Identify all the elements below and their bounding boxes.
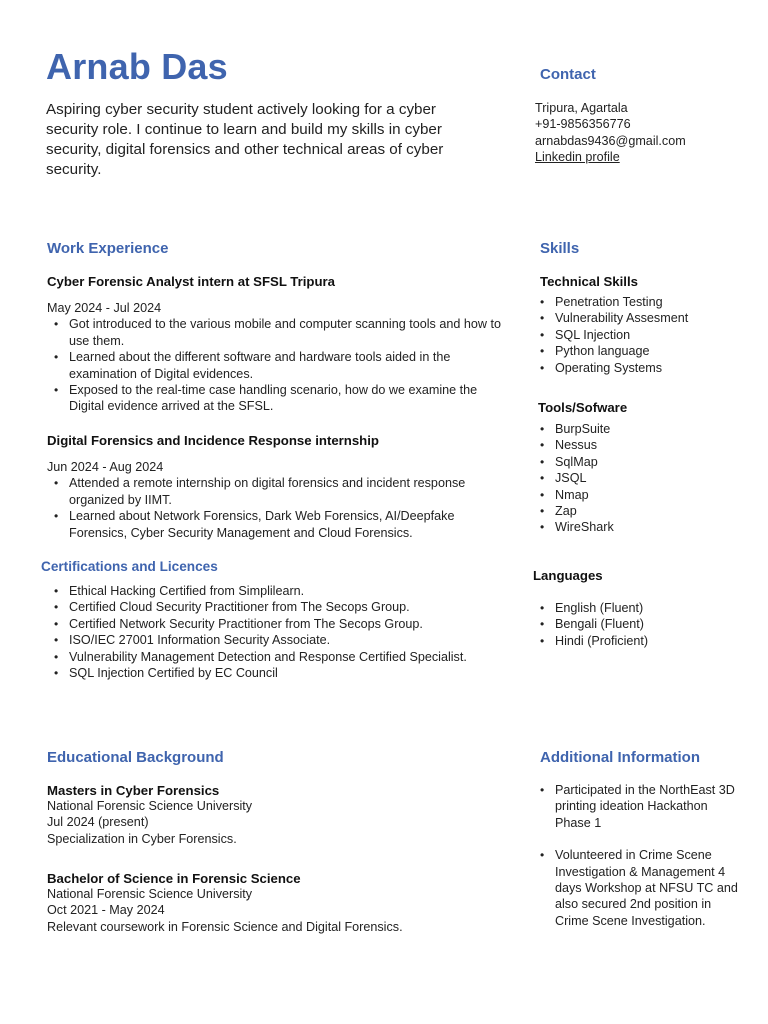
additional-info-list — [533, 782, 743, 929]
candidate-name: Arnab Das — [46, 46, 228, 87]
list-item: • Nmap — [533, 487, 753, 503]
list-item: • Learned about the different software and hardware tools aided in the examination of Digital evidences. — [47, 349, 502, 382]
contact-block — [535, 100, 686, 166]
list-item: • Attended a remote internship on digital forensics and incident response organized by IIMT. — [47, 475, 502, 508]
technical-skills-heading: Technical Skills — [540, 274, 638, 289]
list-item: • SQL Injection Certified by EC Council — [47, 665, 517, 681]
list-item: • Bengali (Fluent) — [533, 616, 753, 632]
list-item: • Hindi (Proficient) — [533, 633, 753, 649]
technical-skills-list — [533, 294, 753, 376]
certifications-list — [47, 583, 517, 681]
linkedin-link[interactable]: Linkedin profile — [535, 150, 620, 165]
contact-email: arnabdas9436@gmail.com — [535, 133, 686, 148]
list-item: • Certified Cloud Security Practitioner from The Secops Group. — [47, 599, 517, 615]
list-item: • Certified Network Security Practitioner from The Secops Group. — [47, 616, 517, 632]
languages-heading: Languages — [533, 568, 603, 583]
job-entry — [47, 274, 502, 415]
certifications-heading: Certifications and Licences — [41, 559, 218, 574]
school-name: National Forensic Science University — [47, 887, 253, 901]
tools-heading: Tools/Sofware — [538, 400, 628, 415]
list-item: • JSQL — [533, 470, 753, 486]
list-item: • Vulnerability Assesment — [533, 310, 753, 326]
list-item: • Penetration Testing — [533, 294, 753, 310]
list-item: • SQL Injection — [533, 327, 753, 343]
list-item: • Got introduced to the various mobile and computer scanning tools and how to use them. — [47, 316, 502, 349]
tools-list — [533, 421, 753, 536]
languages-list — [533, 600, 753, 649]
job-entry — [47, 433, 502, 541]
education-dates: Oct 2021 - May 2024 — [47, 903, 165, 918]
list-item: • Zap — [533, 503, 753, 519]
job-bullets — [47, 475, 502, 541]
contact-phone: +91-9856356776 — [535, 117, 631, 132]
list-item: • Ethical Hacking Certified from Simplilearn. — [47, 583, 517, 599]
list-item: • Python language — [533, 343, 753, 359]
list-item: • ISO/IEC 27001 Information Security Associate. — [47, 632, 517, 648]
education-dates: Jul 2024 (present) — [47, 815, 149, 830]
list-item: • SqlMap — [533, 454, 753, 470]
additional-info-heading: Additional Information — [540, 749, 700, 766]
profile-summary: Aspiring cyber security student actively looking for a cyber security role. I continue to learn and build my skills in cyber security, digital forensics and other technical areas of cyber security. — [46, 101, 444, 178]
contact-heading: Contact — [540, 66, 596, 83]
list-item: • Exposed to the real-time case handling scenario, how do we examine the Digital evidence arrived at the SFSL. — [47, 382, 502, 415]
job-title: Cyber Forensic Analyst intern at SFSL Tripura — [47, 274, 335, 289]
school-name: National Forensic Science University — [47, 799, 253, 813]
list-item: • Volunteered in Crime Scene Investigation & Management 4 days Workshop at NFSU TC and also secured 2nd position in Crime Scene Investigation. — [533, 847, 743, 929]
job-title: Digital Forensics and Incidence Response internship — [47, 433, 379, 448]
degree-title: Bachelor of Science in Forensic Science — [47, 871, 301, 886]
degree-title: Masters in Cyber Forensics — [47, 783, 220, 798]
job-dates: May 2024 - Jul 2024 — [47, 301, 162, 315]
work-experience-heading: Work Experience — [47, 240, 169, 257]
list-item: • Operating Systems — [533, 360, 753, 376]
list-item: • Nessus — [533, 437, 753, 453]
education-note: Specialization in Cyber Forensics. — [47, 831, 237, 846]
list-item: • Learned about Network Forensics, Dark Web Forensics, AI/Deepfake Forensics, Cyber Security Management and Cloud Forensics. — [47, 508, 502, 541]
list-item: • Participated in the NorthEast 3D printing ideation Hackathon Phase 1 — [533, 782, 743, 831]
list-item: • WireShark — [533, 519, 753, 535]
contact-location: Tripura, Agartala — [535, 101, 628, 115]
education-entry — [47, 783, 507, 847]
job-dates: Jun 2024 - Aug 2024 — [47, 460, 164, 474]
list-item: • Vulnerability Management Detection and Response Certified Specialist. — [47, 649, 517, 665]
education-note: Relevant coursework in Forensic Science and Digital Forensics. — [47, 919, 403, 934]
skills-heading: Skills — [540, 240, 580, 257]
list-item: • English (Fluent) — [533, 600, 753, 616]
education-heading: Educational Background — [47, 749, 224, 766]
list-item: • BurpSuite — [533, 421, 753, 437]
job-bullets — [47, 316, 502, 414]
education-entry — [47, 871, 507, 935]
